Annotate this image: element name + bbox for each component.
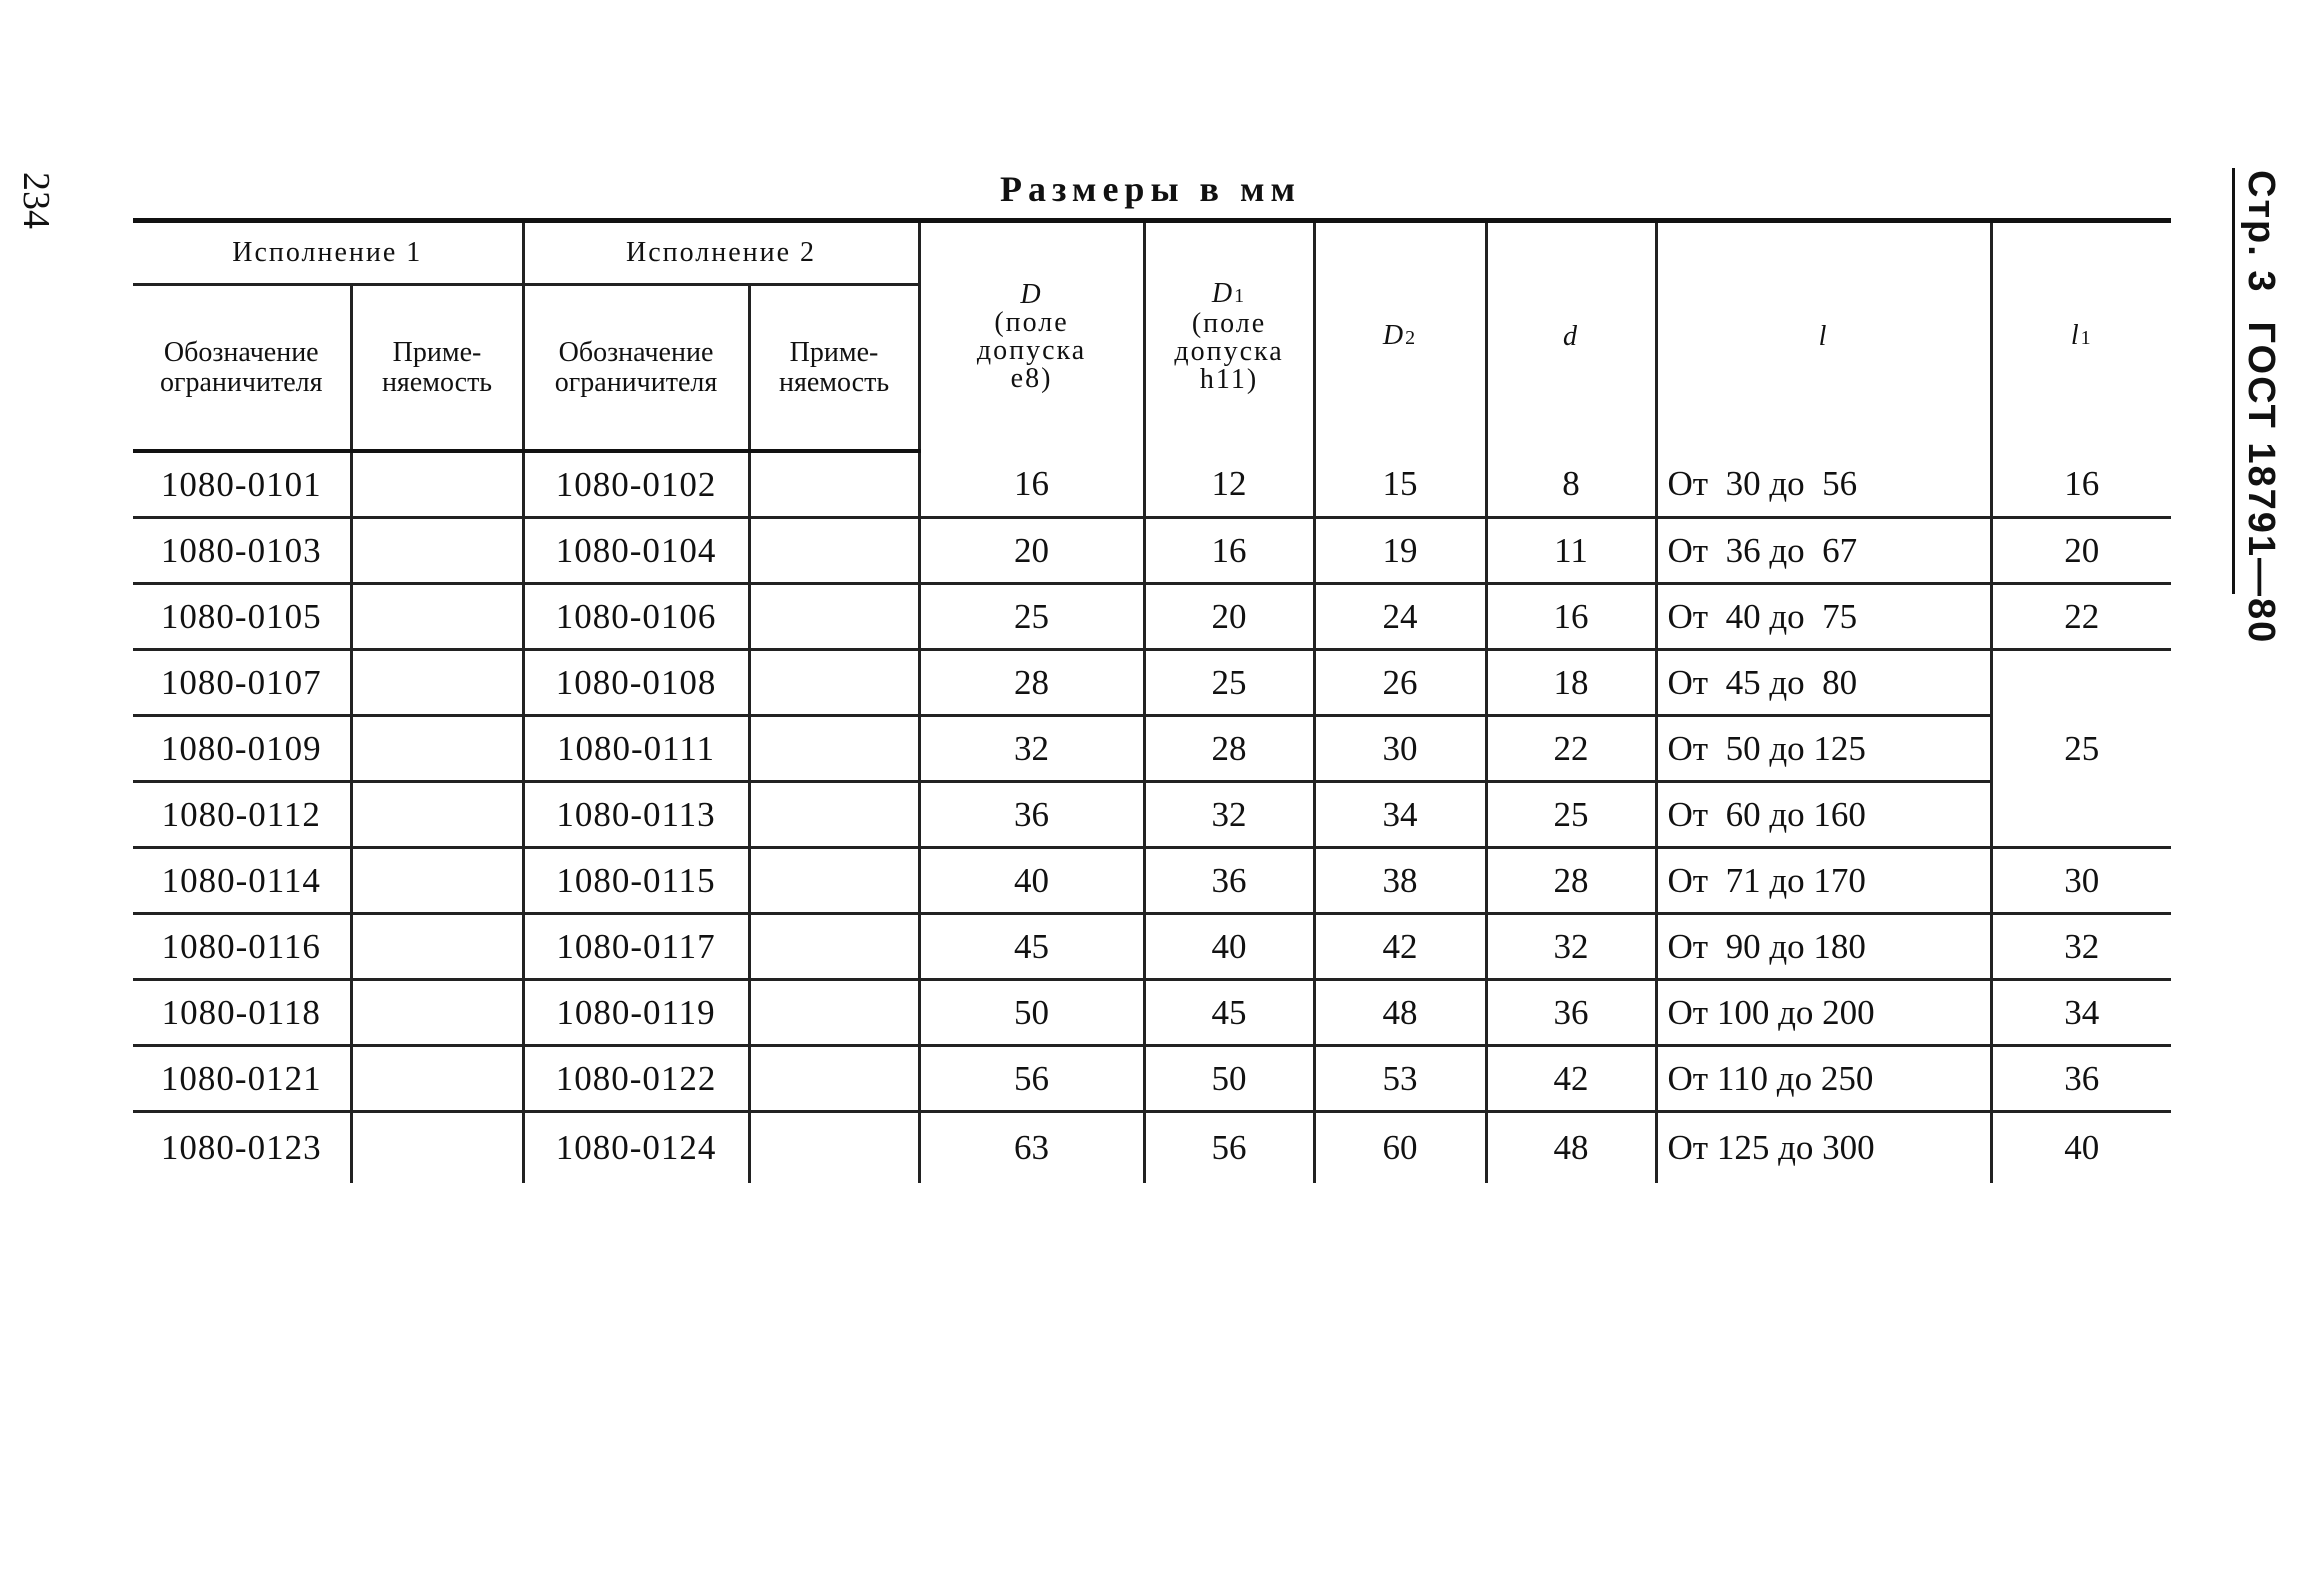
table-body [133,451,2171,1183]
d-cell: 18 [1486,650,1656,716]
d-cell: 25 [1486,782,1656,848]
ex2-designation-cell: 1080-0122 [523,1046,749,1112]
D-cell: 45 [919,914,1144,980]
ex2-designation-cell: 1080-0119 [523,980,749,1046]
table-row [133,451,2171,518]
ex2-applicability-cell [749,650,919,716]
D-cell: 16 [919,451,1144,518]
table-row [133,848,2171,914]
D1-cell: 28 [1144,716,1314,782]
D-cell: 20 [919,518,1144,584]
ex2-applicability-cell [749,782,919,848]
table-row [133,980,2171,1046]
table-row [133,650,2171,716]
D-cell: 32 [919,716,1144,782]
ex2-designation-cell: 1080-0117 [523,914,749,980]
d-cell: 36 [1486,980,1656,1046]
d-cell: 48 [1486,1112,1656,1184]
l-cell: От 45 до 80 [1656,650,1991,716]
standard-number: ГОСТ 18791—80 [2240,321,2282,645]
ex1-applicability-cell [351,451,523,518]
ex2-applicability-cell [749,1112,919,1184]
header-l1: l1 [1991,221,2171,452]
ex1-designation-cell: 1080-0116 [133,914,351,980]
D1-cell: 16 [1144,518,1314,584]
ex2-designation-cell: 1080-0111 [523,716,749,782]
D1-cell: 45 [1144,980,1314,1046]
D-cell: 40 [919,848,1144,914]
dimensions-table [133,218,2171,1183]
table-row [133,1112,2171,1184]
D2-cell: 38 [1314,848,1486,914]
table-row [133,782,2171,848]
ex2-applicability-cell [749,518,919,584]
ex2-applicability-header: Приме- няемость [749,285,919,452]
ex1-designation-cell: 1080-0107 [133,650,351,716]
ex1-designation-cell: 1080-0103 [133,518,351,584]
ex1-applicability-header: Приме- няемость [351,285,523,452]
D1-cell: 36 [1144,848,1314,914]
ex2-applicability-cell [749,914,919,980]
l1-cell: 16 [1991,451,2171,518]
l1-cell: 34 [1991,980,2171,1046]
D2-cell: 30 [1314,716,1486,782]
l1-cell: 30 [1991,848,2171,914]
execution2-header: Исполнение 2 [523,221,919,285]
d-cell: 8 [1486,451,1656,518]
l-cell: От 90 до 180 [1656,914,1991,980]
D1-cell: 32 [1144,782,1314,848]
ex1-applicability-cell [351,782,523,848]
side-header [2239,170,2282,672]
ex1-designation-cell: 1080-0123 [160,1128,322,1167]
l1-cell: 25 [1991,650,2171,848]
d-cell: 32 [1486,914,1656,980]
ex1-designation-cell: 1080-0105 [133,584,351,650]
page-label: Стр. 3 [2240,170,2282,294]
ex2-designation-cell: 1080-0106 [523,584,749,650]
d-cell: 42 [1486,1046,1656,1112]
table-title: Размеры в мм [999,169,1302,209]
l1-cell: 20 [1991,518,2171,584]
D-cell: 28 [919,650,1144,716]
D2-cell: 42 [1314,914,1486,980]
header-D: D (поле допуска е8) [919,221,1144,452]
D2-cell: 19 [1314,518,1486,584]
header-D2: D2 [1314,221,1486,452]
D1-cell: 50 [1144,1046,1314,1112]
side-header-rule [2232,168,2235,594]
D1-cell: 20 [1144,584,1314,650]
ex1-applicability-cell [351,650,523,716]
D2-cell: 26 [1314,650,1486,716]
l-cell: От 40 до 75 [1656,584,1991,650]
l1-cell: 22 [1991,584,2171,650]
header-D-note: (поле допуска е8) [976,307,1087,394]
ex1-designation-cell: 1080-0118 [133,980,351,1046]
D2-cell: 60 [1314,1112,1486,1184]
ex1-applicability-cell [351,584,523,650]
D2-cell: 48 [1314,980,1486,1046]
ex2-applicability-cell [749,584,919,650]
ex1-applicability-cell [351,980,523,1046]
header-l: l [1656,221,1991,452]
ex2-designation-cell: 1080-0115 [523,848,749,914]
execution1-header: Исполнение 1 [133,221,523,285]
ex2-designation-cell: 1080-0113 [523,782,749,848]
D2-cell: 34 [1314,782,1486,848]
ex2-applicability-cell [749,716,919,782]
D1-cell: 56 [1144,1112,1314,1184]
page-number: 234 [15,172,57,229]
d-cell: 28 [1486,848,1656,914]
ex2-designation-header: Обозначение ограничителя [523,285,749,452]
ex1-designation-header: Обозначение ограничителя [133,285,351,452]
l-cell: От 60 до 160 [1656,782,1991,848]
ex2-applicability-cell [749,848,919,914]
ex2-designation-cell: 1080-0102 [523,451,749,518]
D-cell: 36 [919,782,1144,848]
l-cell: От 125 до 300 [1656,1112,1991,1184]
D2-cell: 15 [1314,451,1486,518]
l-cell: От 30 до 56 [1656,451,1991,518]
header-d: d [1486,221,1656,452]
ex2-applicability-cell [749,451,919,518]
table-row [133,584,2171,650]
ex1-applicability-cell [351,914,523,980]
D-cell: 25 [919,584,1144,650]
ex1-applicability-cell [351,848,523,914]
l1-cell: 36 [1991,1046,2171,1112]
table-row [133,914,2171,980]
D-cell: 63 [919,1112,1144,1184]
ex1-applicability-cell [351,1046,523,1112]
l-cell: От 110 до 250 [1656,1046,1991,1112]
D1-cell: 12 [1144,451,1314,518]
D2-cell: 24 [1314,584,1486,650]
ex1-designation-cell: 1080-0114 [133,848,351,914]
l-cell: От 50 до 125 [1656,716,1991,782]
table-row [133,1046,2171,1112]
d-cell: 11 [1486,518,1656,584]
ex2-applicability-cell [749,1046,919,1112]
l1-cell: 32 [1991,914,2171,980]
table-row [133,716,2171,782]
D2-cell: 53 [1314,1046,1486,1112]
ex2-applicability-cell [749,980,919,1046]
D-cell: 50 [919,980,1144,1046]
ex1-designation-cell: 1080-0121 [133,1046,351,1112]
ex1-applicability-cell [351,716,523,782]
d-cell: 22 [1486,716,1656,782]
table-row [133,518,2171,584]
D1-cell: 40 [1144,914,1314,980]
d-cell: 16 [1486,584,1656,650]
ex1-designation-cell: 1080-0109 [133,716,351,782]
ex2-designation-cell: 1080-0124 [523,1112,749,1184]
ex2-designation-cell: 1080-0108 [523,650,749,716]
ex1-designation-cell: 1080-0112 [133,782,351,848]
l1-cell: 40 [1991,1112,2171,1184]
ex1-applicability-cell [351,518,523,584]
ex2-designation-cell: 1080-0104 [523,518,749,584]
D1-cell: 25 [1144,650,1314,716]
header-D1: D1 (поле допуска h11) [1144,221,1314,452]
l-cell: От 71 до 170 [1656,848,1991,914]
header-D1-note: (поле допуска h11) [1174,308,1284,395]
l-cell: От 36 до 67 [1656,518,1991,584]
l-cell: От 100 до 200 [1656,980,1991,1046]
ex1-applicability-cell [351,1112,523,1184]
ex1-designation-cell: 1080-0101 [133,451,351,518]
D-cell: 56 [919,1046,1144,1112]
